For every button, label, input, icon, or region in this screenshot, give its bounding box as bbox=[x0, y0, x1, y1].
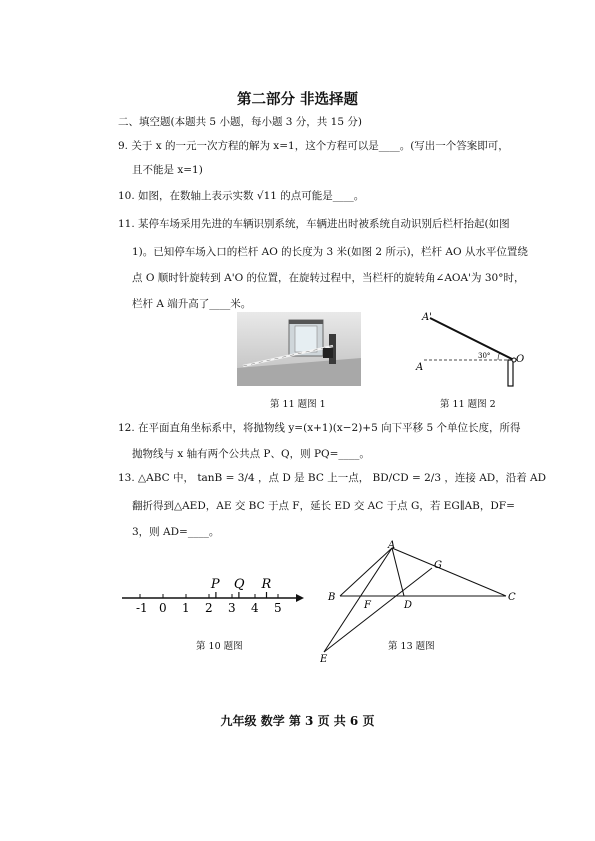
point-label: Q bbox=[233, 577, 245, 592]
figure-11-2-caption: 第 11 题图 2 bbox=[440, 399, 496, 410]
tick-label: 0 bbox=[159, 601, 167, 615]
question-11-line-4: 栏杆 A 端升高了____米。 bbox=[132, 298, 252, 310]
question-12-line-2: 抛物线与 x 轴有两个公共点 P、Q，则 PQ=____。 bbox=[132, 448, 370, 460]
label-F: F bbox=[364, 600, 371, 611]
figure-10-caption: 第 10 题图 bbox=[196, 641, 243, 652]
parking-gate-photo bbox=[237, 312, 361, 386]
figure-13-caption: 第 13 题图 bbox=[388, 641, 435, 652]
question-9-line-2: 且不能是 x=1) bbox=[132, 164, 203, 176]
question-13-line-3: 3，则 AD=____。 bbox=[132, 526, 220, 538]
question-13-line-1: 13. △ABC 中， tanB = 3/4 ，点 D 是 BC 上一点， BD/CD = 2/3 ，连接 AD，沿着 AD bbox=[118, 472, 547, 484]
page-footer: 九年级 数学 第 3 页 共 6 页 bbox=[220, 714, 375, 728]
label-G: G bbox=[434, 560, 442, 571]
tick-label: 1 bbox=[182, 601, 190, 615]
number-line-figure bbox=[118, 572, 308, 622]
question-11-line-3: 点 O 顺时针旋转到 A'O 的位置，在旋转过程中，当栏杆的旋转角∠AOA'为 30°时， bbox=[132, 272, 525, 284]
tick-label: 3 bbox=[228, 601, 236, 615]
question-10-text: 10. 如图，在数轴上表示实数 √11 的点可能是____。 bbox=[118, 190, 365, 202]
figure-11-1-caption: 第 11 题图 1 bbox=[270, 399, 326, 410]
section-subtitle: 二、填空题(本题共 5 小题，每小题 3 分，共 15 分) bbox=[118, 116, 362, 128]
tick-label: -1 bbox=[136, 601, 148, 615]
tick-label: 5 bbox=[274, 601, 282, 615]
point-label: P bbox=[210, 577, 220, 592]
label-E: E bbox=[320, 654, 328, 664]
tick-label: 2 bbox=[205, 601, 213, 615]
question-11-line-1: 11. 某停车场采用先进的车辆识别系统，车辆进出时被系统自动识别后栏杆抬起(如图 bbox=[118, 218, 510, 230]
question-13-line-2: 翻折得到△AED，AE 交 BC 于点 F，延长 ED 交 AC 于点 G，若 EG∥AB，DF= bbox=[132, 500, 515, 512]
label-C: C bbox=[508, 592, 516, 603]
label-a: A bbox=[416, 362, 424, 373]
gate-post bbox=[508, 360, 513, 386]
label-o: O bbox=[516, 354, 525, 365]
tick-label: 4 bbox=[251, 601, 259, 615]
question-9-line-1: 9. 关于 x 的一元一次方程的解为 x=1，这个方程可以是____。(写出一个答案即可， bbox=[118, 140, 509, 152]
label-angle: 30° bbox=[478, 352, 491, 360]
figure-11-2 bbox=[410, 308, 530, 392]
barrier-raised bbox=[430, 318, 514, 360]
question-12-line-1: 12. 在平面直角坐标系中，将抛物线 y=(x+1)(x−2)+5 向下平移 5 个单位长度，所得 bbox=[118, 422, 521, 434]
label-D: D bbox=[404, 600, 413, 611]
label-A: A bbox=[388, 540, 396, 551]
point-label: R bbox=[261, 577, 272, 592]
label-B: B bbox=[328, 592, 336, 603]
question-11-line-2: 1)。已知停车场入口的栏杆 AO 的长度为 3 米(如图 2 所示)，栏杆 AO 从水平位置绕 bbox=[132, 246, 528, 258]
section-title: 第二部分 非选择题 bbox=[236, 91, 359, 108]
label-a-prime: A' bbox=[422, 312, 432, 323]
